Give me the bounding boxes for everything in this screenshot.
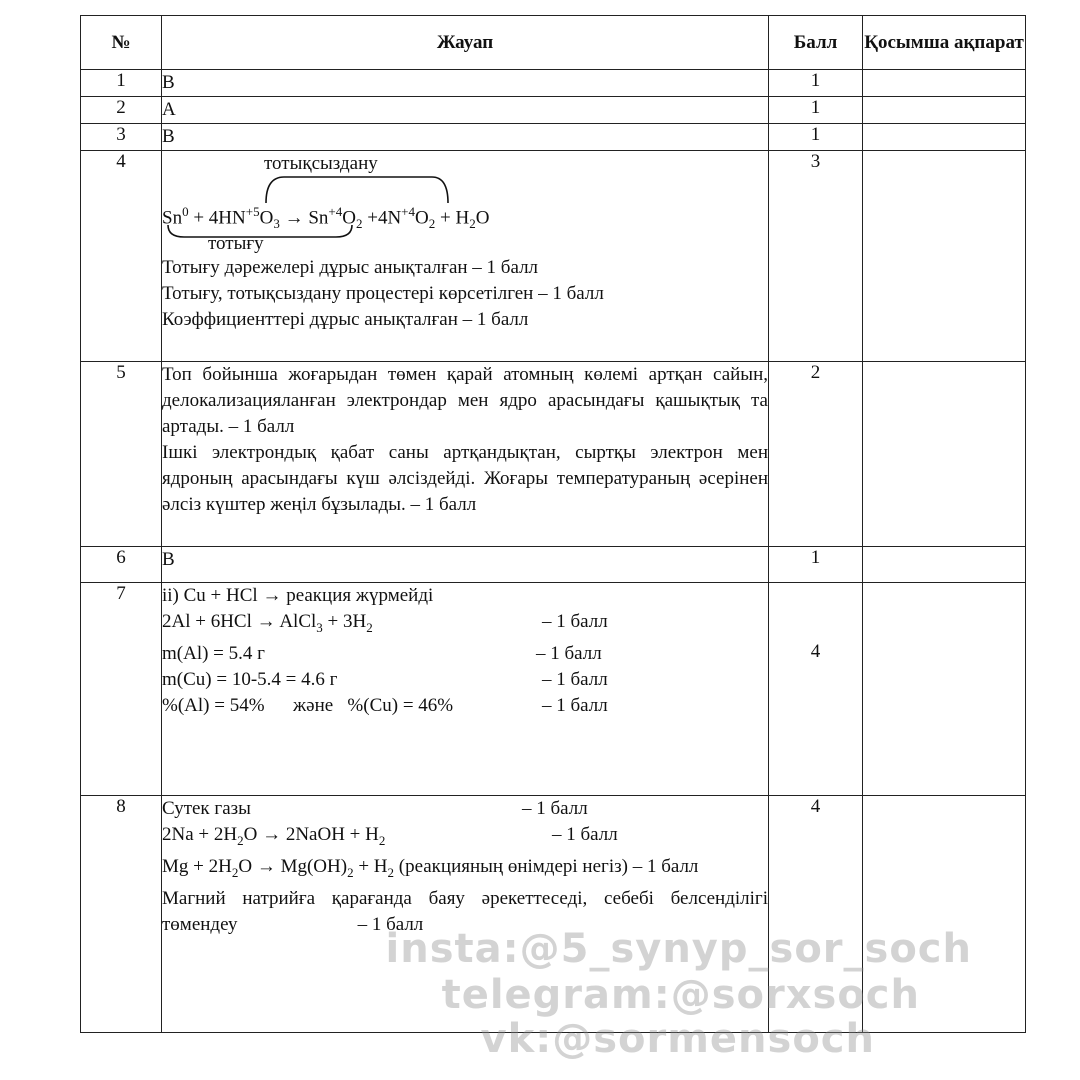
answer-cell — [162, 362, 769, 547]
oxidation-label: тотығу — [208, 233, 264, 254]
extra-info-cell — [863, 124, 1026, 151]
watermark-instagram: insta:@5_synyp_sor_soch — [385, 926, 972, 972]
answer-line: m(Cu) = 10-5.4 = 4.6 г – 1 балл — [162, 667, 768, 693]
extra-info-cell — [863, 583, 1026, 796]
header-number: № — [81, 16, 162, 70]
score-cell: 2 — [769, 362, 863, 547]
row-number: 6 — [81, 547, 162, 583]
table-row — [81, 583, 1026, 796]
points-label: – 1 балл — [552, 824, 618, 845]
answer-line: ii) Cu + HCl → реакция жүрмейді — [162, 585, 434, 606]
points-label: – 1 балл — [522, 798, 588, 819]
header-extra-info: Қосымша ақпарат — [863, 16, 1026, 70]
answer-cell: B — [162, 124, 769, 151]
redox-equation-text: $Sn^0 + 4HN^{+5}O_3 \to Sn^{+4}O_2 +4N^{+4}O_2 + H_2O$ — [162, 204, 490, 232]
score-cell: 4 — [769, 796, 863, 1033]
row-number: 2 — [81, 97, 162, 124]
table-row — [81, 97, 1026, 124]
points-label: – 1 балл — [357, 913, 424, 935]
answer-line: m(Al) = 5.4 г – 1 балл — [156, 641, 768, 667]
answer-cell: A — [162, 97, 769, 124]
score-cell: 3 — [769, 151, 863, 362]
answer-line: %(Al) = 54% және %(Cu) = 46% – 1 балл — [162, 693, 768, 719]
row-number: 7 — [81, 583, 162, 796]
answer-line: $2Na + 2H_2O$ → 2NaOH + $H_2$ – 1 балл — [162, 822, 768, 854]
score-cell: 1 — [769, 70, 863, 97]
row-number: 3 — [81, 124, 162, 151]
table-row — [81, 124, 1026, 151]
answer-cell — [162, 151, 769, 362]
table-row — [81, 362, 1026, 547]
row-number: 8 — [81, 796, 162, 1033]
extra-info-cell — [863, 151, 1026, 362]
extra-info-cell — [863, 547, 1026, 583]
score-cell: 1 — [769, 97, 863, 124]
header-answer: Жауап — [162, 16, 769, 70]
answer-cell: B — [162, 547, 769, 583]
row-number: 1 — [81, 70, 162, 97]
score-cell: 4 — [769, 583, 863, 796]
score-cell: 1 — [769, 124, 863, 151]
score-cell: 1 — [769, 547, 863, 583]
watermark-telegram: telegram:@sorxsoch — [441, 972, 920, 1018]
criterion-line: Тотығу, тотықсыздану процестері көрсетілген – 1 балл — [162, 283, 604, 304]
answer-table — [80, 15, 1026, 1033]
answer-line: $Mg + 2H_2O \to Mg(OH)_2 + H_2$ (реакцияның өнімдері негіз) – 1 балл — [162, 855, 699, 880]
answer-cell — [162, 583, 769, 796]
table-row — [81, 151, 1026, 362]
reduction-label: тотықсыздану — [264, 153, 378, 174]
redox-equation — [162, 151, 768, 255]
extra-info-cell — [863, 362, 1026, 547]
table-row — [81, 70, 1026, 97]
criterion-line: Тотығу дәрежелері дұрыс анықталған – 1 балл — [162, 257, 539, 278]
header-row — [81, 16, 1026, 70]
answer-paragraph: Топ бойынша жоғарыдан төмен қарай атомның көлемі артқан сайын, делокализацияланған электрондар мен ядро арасындағы қашықтық та артады. – 1 балл — [162, 364, 768, 437]
answer-line: Сутек газы – 1 балл — [162, 796, 768, 822]
criterion-line: Коэффициенттері дұрыс анықталған – 1 балл — [162, 309, 529, 330]
watermark-vk: vk:@sormensoch — [480, 1016, 875, 1062]
table-row — [81, 547, 1026, 583]
row-number: 4 — [81, 151, 162, 362]
points-label: – 1 балл — [542, 668, 608, 690]
answer-line: Магний натрийға қарағанда баяу әрекеттеседі, себебі белсенділігі төмендеу – 1 балл — [162, 887, 768, 935]
points-label: – 1 балл — [542, 611, 608, 632]
answer-line: 2Al + 6HCl → AlCl$_3$ + $3H_2$ – 1 балл — [162, 609, 768, 641]
answer-cell: B — [162, 70, 769, 97]
answer-paragraph: Ішкі электрондық қабат саны артқандықтан, сыртқы электрон мен ядроның арасындағы күш әлсіздейді. Жоғары температураның әсерінен әлсіз күштер жеңіл бұзылады. – 1 балл — [162, 442, 768, 515]
extra-info-cell — [863, 97, 1026, 124]
points-label: – 1 балл — [536, 642, 602, 664]
header-score: Балл — [769, 16, 863, 70]
row-number: 5 — [81, 362, 162, 547]
points-label: – 1 балл — [542, 694, 608, 716]
extra-info-cell — [863, 70, 1026, 97]
